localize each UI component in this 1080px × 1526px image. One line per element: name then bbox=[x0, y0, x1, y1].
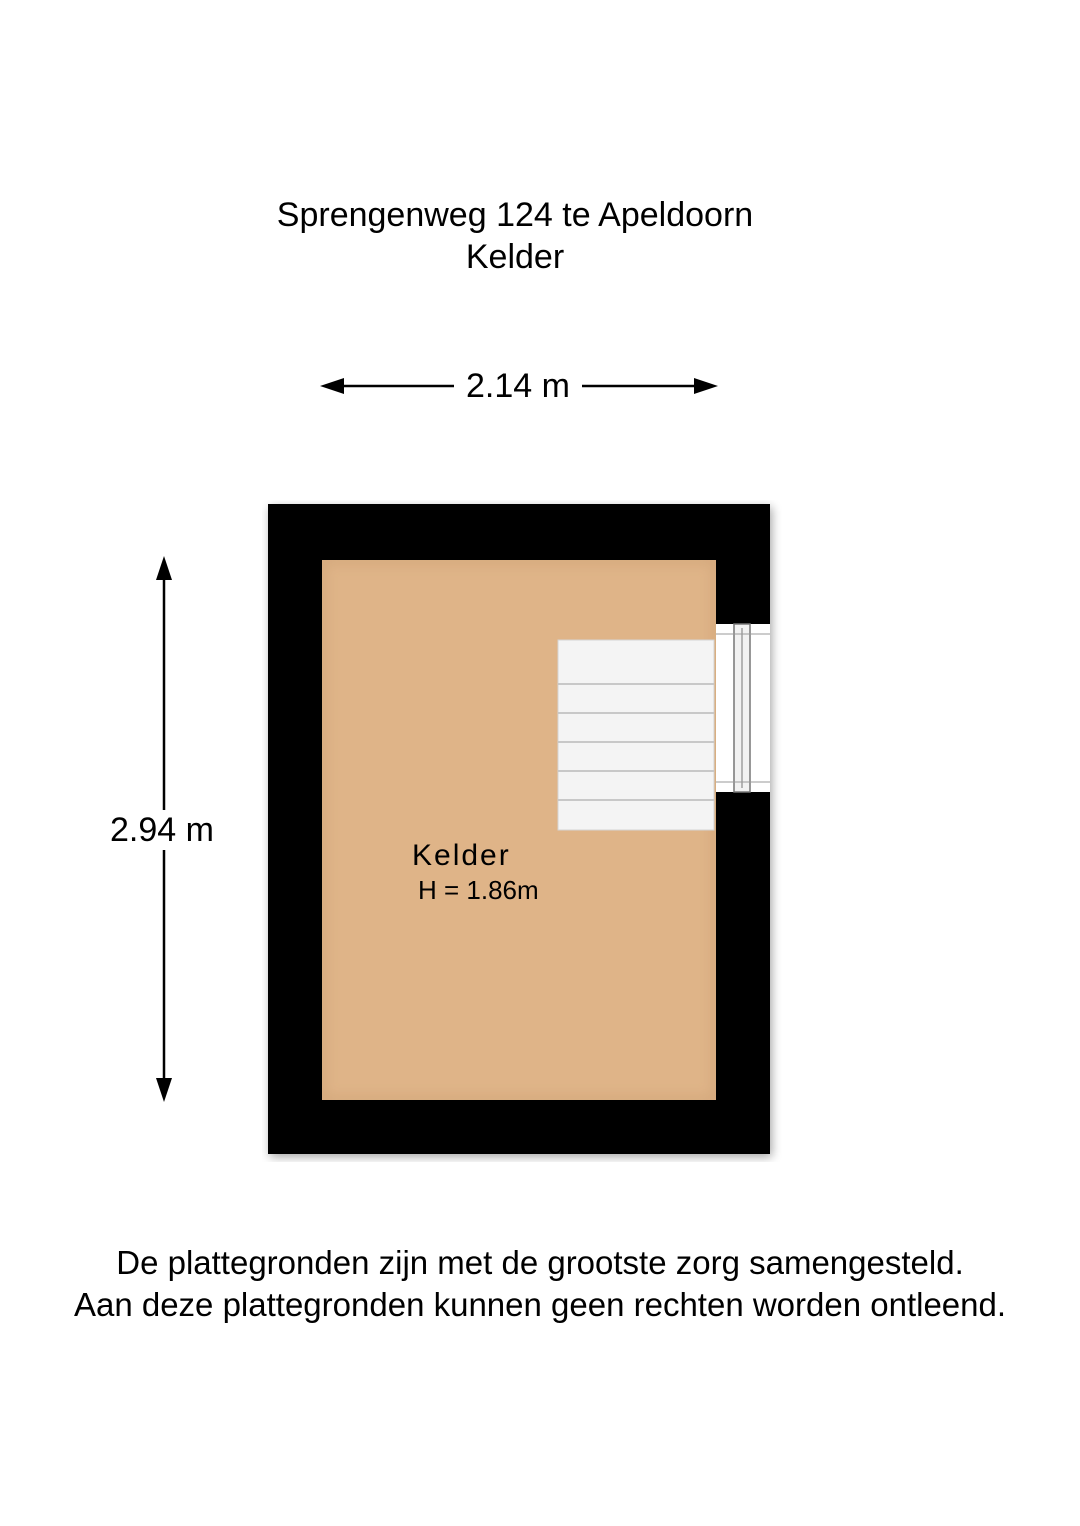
arrow-left-icon bbox=[320, 378, 344, 394]
disclaimer bbox=[0, 1242, 1080, 1326]
staircase bbox=[558, 640, 714, 830]
room-name-label: Kelder bbox=[412, 839, 511, 872]
address-title: Sprengenweg 124 te Apeldoorn bbox=[276, 196, 754, 234]
room-height-label: H = 1.86m bbox=[418, 875, 539, 905]
arrow-up-icon bbox=[156, 556, 172, 580]
arrow-down-icon bbox=[156, 1078, 172, 1102]
floor-title: Kelder bbox=[465, 238, 565, 276]
depth-dimension-label: 2.94 m bbox=[100, 810, 224, 850]
arrow-right-icon bbox=[694, 378, 718, 394]
plan-title bbox=[215, 194, 815, 278]
stairs-base bbox=[558, 640, 714, 830]
disclaimer-line-2: Aan deze plattegronden kunnen geen rechten worden ontleend. bbox=[73, 1286, 1007, 1323]
width-dimension-label: 2.14 m bbox=[454, 366, 582, 406]
disclaimer-line-1: De plattegronden zijn met de grootste zorg samengesteld. bbox=[116, 1244, 964, 1281]
floor-plan bbox=[262, 500, 782, 1162]
